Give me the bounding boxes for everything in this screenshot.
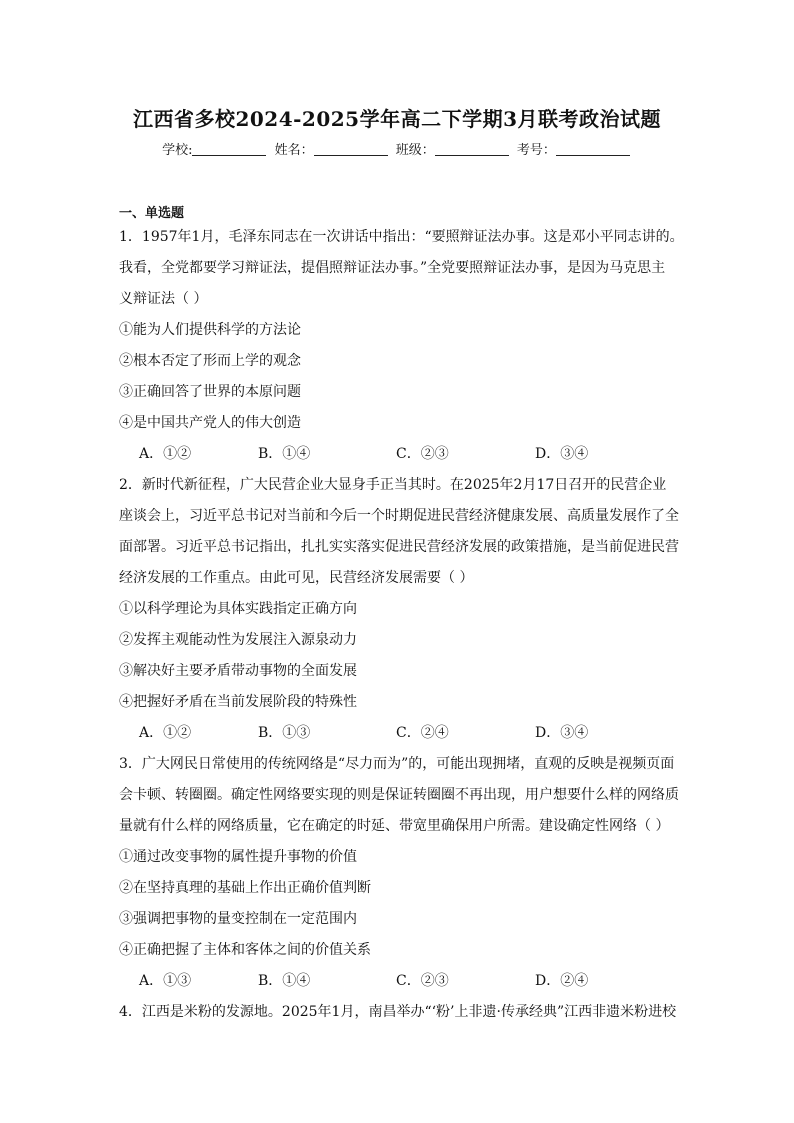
question <box>119 997 685 1028</box>
choice-c: C．②④ <box>396 725 449 741</box>
choice-a: A．①③ <box>139 973 192 989</box>
choice-d: D．②④ <box>535 973 589 989</box>
statement-option: ③强调把事物的量变控制在一定范围内 <box>119 911 357 927</box>
question-text-line: 2．新时代新征程，广大民营企业大显身手正当其时。在2025年2月17日召开的民营企业 <box>119 477 667 493</box>
question-text-line: 面部署。习近平总书记指出，扎扎实实落实促进民营经济发展的政策措施，是当前促进民营 <box>119 539 679 555</box>
statement-option: ④是中国共产党人的伟大创造 <box>119 415 301 431</box>
question-list <box>119 222 685 1028</box>
choice-c: C．②③ <box>396 446 449 462</box>
choice-a: A．①② <box>139 446 192 462</box>
choice-b: B．①③ <box>258 725 311 741</box>
name-blank <box>314 143 388 156</box>
question-text-line: 3．广大网民日常使用的传统网络是“尽力而为”的，可能出现拥堵，直观的反映是视频页面 <box>119 756 675 772</box>
statement-option: ④把握好矛盾在当前发展阶段的特殊性 <box>119 694 357 710</box>
school-blank <box>192 143 266 156</box>
question-text-line: 1．1957年1月，毛泽东同志在一次讲话中指出：“要照辩证法办事。这是邓小平同志讲的。 <box>119 229 684 245</box>
class-field <box>396 139 511 158</box>
class-blank <box>435 143 509 156</box>
question-text-line: 座谈会上，习近平总书记对当前和今后一个时期促进民营经济健康发展、高质量发展作了全 <box>119 508 679 524</box>
question-text-line: 我看，全党都要学习辩证法，提倡照辩证法办事。”全党要照辩证法办事，是因为马克思主 <box>119 260 666 276</box>
choice-d: D．③④ <box>535 446 589 462</box>
statement-option: ②发挥主观能动性为发展注入源泉动力 <box>119 632 357 648</box>
statement-option: ①通过改变事物的属性提升事物的价值 <box>119 849 357 865</box>
student-info-row <box>0 139 794 158</box>
school-label: 学校: <box>162 143 193 158</box>
school-field <box>162 139 268 158</box>
choice-c: C．②③ <box>396 973 449 989</box>
question-text-line: 经济发展的工作重点。由此可见，民营经济发展需要（ ） <box>119 570 474 586</box>
choice-d: D．③④ <box>535 725 589 741</box>
statement-option: ②在坚持真理的基础上作出正确价值判断 <box>119 880 371 896</box>
choice-b: B．①④ <box>258 973 311 989</box>
name-label: 姓名： <box>274 143 314 158</box>
question-text-line: 会卡顿、转圈圈。确定性网络要实现的则是保证转圈圈不再出现，用户想要什么样的网络质 <box>119 787 679 803</box>
exam-number-blank <box>556 143 630 156</box>
exam-number-label: 考号： <box>516 143 556 158</box>
statement-option: ①以科学理论为具体实践指定正确方向 <box>119 601 357 617</box>
statement-option: ①能为人们提供科学的方法论 <box>119 322 301 338</box>
name-field <box>275 139 390 158</box>
statement-option: ③正确回答了世界的本原问题 <box>119 384 301 400</box>
choice-b: B．①④ <box>258 446 311 462</box>
class-label: 班级： <box>395 143 435 158</box>
question <box>119 222 685 470</box>
statement-option: ③解决好主要矛盾带动事物的全面发展 <box>119 663 357 679</box>
question <box>119 749 685 997</box>
exam-title: 江西省多校2024-2025学年高二下学期3月联考政治试题 <box>132 107 662 131</box>
answer-choices <box>119 439 685 470</box>
choice-a: A．①② <box>139 725 192 741</box>
question <box>119 470 685 749</box>
question-text-line: 量就有什么样的网络质量，它在确定的时延、带宽里确保用户所需。建设确定性网络（ ） <box>119 818 670 834</box>
section-title: 一、单选题 <box>119 206 185 221</box>
answer-choices <box>119 718 685 749</box>
question-text-line: 4．江西是米粉的发源地。2025年1月，南昌举办“‘粉’上非遗·传承经典”江西非遗米粉进校 <box>119 1004 677 1020</box>
question-text-line: 义辩证法（ ） <box>119 291 208 307</box>
exam-number-field <box>517 139 632 158</box>
statement-option: ②根本否定了形而上学的观念 <box>119 353 301 369</box>
answer-choices <box>119 966 685 997</box>
statement-option: ④正确把握了主体和客体之间的价值关系 <box>119 942 371 958</box>
